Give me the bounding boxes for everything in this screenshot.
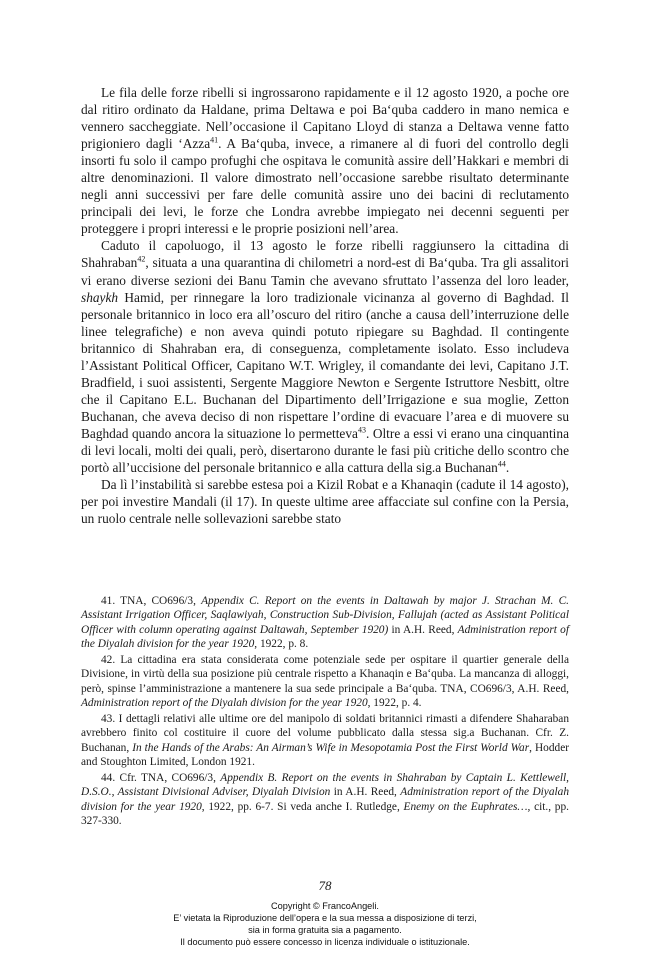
italic-text: Administration report of the Diyalah division for the year 1920 [81, 696, 368, 709]
text-run: , 1922, pp. 6-7. Si veda anche I. Rutledge, [201, 800, 404, 813]
text-run: . Oltre a essi vi erano una cinquantina di levi locali, molti dei quali, però, disertarono durante le fasi più critiche dello scontro che portò all’uccisione del personale britannico e alla cattura della sig.a Buchanan [81, 425, 569, 476]
text-run: 41. TNA, CO696/3, [101, 595, 202, 607]
text-run: Hamid, per rinnegare la loro tradizionale vicinanza al governo di Baghdad. Il personale britannico in loco era all’oscuro del ritiro (anche a causa dell’interruzione delle linee telegrafiche) e non aveva quindi potuto ripiegare su Baghdad. Il contingente britannico di Shahraban era, di conseguenza, completamente isolato. Esso includeva l’Assistant Political Officer, Capitano W.T. Wrigley, il comandante dei levi, Capitano J.T. Bradfield, i suoi assistenti, Sergente Maggiore Newton e Sergente Istruttore Nesbitt, oltre che il Capitano E.L. Buchanan del Dipartimento dell’Irrigazione e sua moglie, Zetton Buchanan, che aveva deciso di non rispettare l’ordine di evacuare l’area e di muovere su Baghdad quando ancora la situazione lo permetteva [81, 289, 569, 441]
text-run: 43. I dettagli relativi alle ultime ore del manipolo di soldati britannici rimasti a difendere Shaharaban avrebbero finito col costituire il cuore del volume pubblicato dalla stessa sig.a Buchanan. Cfr. Z. Buchanan, [81, 713, 569, 754]
body-text [81, 84, 569, 527]
copyright-line: E’ vietata la Riproduzione dell’opera e la sua messa a disposizione di terzi, [173, 913, 477, 923]
text-run: Le fila delle forze ribelli si ingrossarono rapidamente e il 12 agosto 1920, a poche ore dal ritiro ordinato da Haldane, prima Deltawa e poi Ba‘quba caddero in mano nemica e vennero saccheggiate. Nell’occasione il Capitano Lloyd di stanza a Deltawa venne fatto prigioniero dagli ‘Azza [81, 85, 569, 152]
italic-text: Appendix B. Report on the events in Shahraban by Captain L. Kettlewell, D.S.O., Assistant Divisional Adviser, Diyalah Division [81, 772, 570, 799]
paragraph [81, 84, 569, 237]
footnote-ref: 41 [210, 135, 219, 145]
copyright-line: Copyright © FrancoAngeli. [271, 901, 379, 911]
footnote [81, 594, 569, 651]
footnote-ref: 43 [357, 425, 366, 435]
text-run: . [505, 460, 510, 476]
text-run: in A.H. Reed, [388, 623, 458, 636]
paragraph [81, 237, 569, 476]
text-run: . A Ba‘quba, invece, a rimanere al di fuori del controllo degli insorti fu solo il campo profughi che ospitava le comunità assire dell’Hakkari e membri di altre denominazioni. Il valore dimostrato nell’occasione sarebbe risultato determinante negli anni successivi per fare delle comunità assire uno dei bacini di reclutamento principali dei levi, le forze che Londra avrebbe impiegato nei decenni seguenti per proteggere i propri interessi e le proprie posizioni nell’area. [81, 136, 569, 237]
text-run: , Hodder and Stoughton Limited, London 1921. [81, 741, 570, 768]
page-number: 78 [318, 878, 332, 893]
footnote-ref: 44 [497, 459, 506, 469]
text-run: cit., pp. 327-330. [81, 800, 569, 827]
text-run: , 1922, p. 4. [367, 696, 422, 709]
footnote [81, 653, 569, 710]
italic-text: In the Hands of the Arabs: An Airman’s Wife in Mesopotamia Post the First World War [132, 741, 530, 754]
footnote [81, 712, 569, 769]
footnote-ref: 42 [137, 255, 146, 265]
text-run: , situata a una quarantina di chilometri a nord-est di Ba‘quba. Tra gli assalitori vi erano diverse sezioni dei Banu Tamin che avevano sfruttato l’assenza del loro leader, [81, 255, 569, 288]
copyright-line: Il documento può essere concesso in licenza individuale o istituzionale. [180, 937, 470, 947]
text-run: , 1922, p. 8. [254, 637, 309, 650]
copyright-line: sia in forma gratuita sia a pagamento. [248, 925, 402, 935]
text-run: Da lì l’instabilità si sarebbe estesa poi a Kizil Robat e a Khanaqin (cadute il 14 agosto), per poi investire Mandali (il 17). In queste ultime aree affacciate sul confine con la Persia, un ruolo centrale nelle sollevazioni sarebbe stato [81, 477, 569, 527]
italic-text: Administration report of the Diyalah division for the year 1920 [81, 623, 569, 650]
italic-text: Enemy on the Euphrates…, [403, 800, 531, 813]
italic-text: Appendix C. Report on the events in Daltawah by major J. Strachan M. C. Assistant Irrigation Officer, Saqlawiyah, Construction Sub-Division, Fallujah (acted as Assistant Political Officer with column operating against Daltawah, September 1920) [81, 595, 569, 636]
text-run: 42. La cittadina era stata considerata come potenziale sede per ospitare il quartier generale della Divisione, in virtù della sua posizione più centrale rispetto a Khanaqin e Ba‘quba. La mancanza di alloggi, però, spinse l’amministrazione a mantenere la sua sede principale a Ba‘quba. TNA, CO696/3, A.H. Reed, [81, 654, 569, 695]
italic-text: shaykh [81, 289, 119, 305]
paragraph [81, 476, 569, 527]
footnote [81, 771, 569, 828]
copyright-notice [0, 900, 650, 948]
italic-text: Administration report of the Diyalah division for the year 1920 [81, 786, 570, 813]
text-run: Caduto il capoluogo, il 13 agosto le forze ribelli raggiunsero la cittadina di Shahraban [81, 238, 569, 271]
footnotes [81, 594, 569, 830]
text-run: 44. Cfr. TNA, CO696/3, [101, 772, 221, 784]
text-run: in A.H. Reed, [330, 786, 401, 799]
